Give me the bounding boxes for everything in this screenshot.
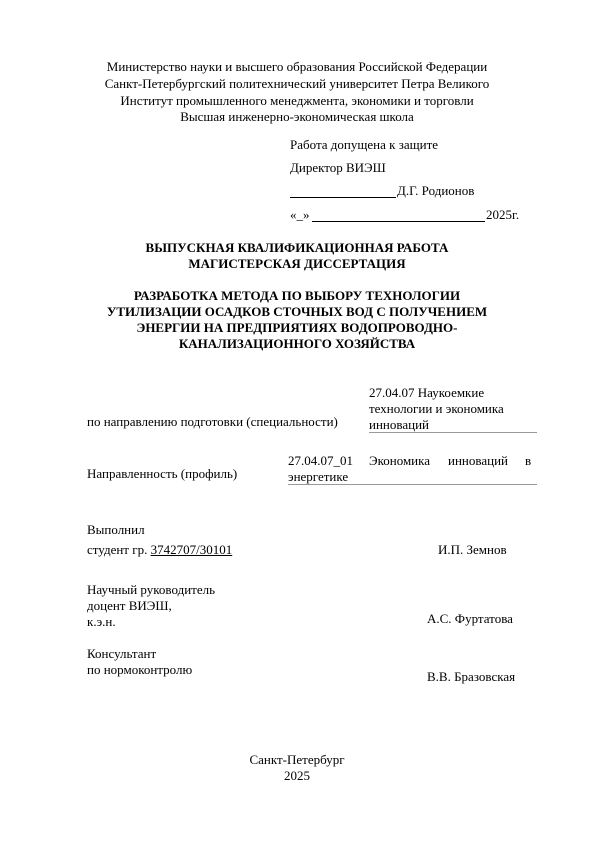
date-line xyxy=(312,221,485,222)
signature-line xyxy=(290,197,396,198)
approval-admitted: Работа допущена к защите xyxy=(290,137,439,152)
author-group: 3742707/30101 xyxy=(150,542,233,557)
direction-label: по направлению подготовки (специальности) xyxy=(87,414,338,429)
ministry-line: Министерство науки и высшего образования Российской Федерации xyxy=(106,59,488,74)
author-label-prefix: студент гр. xyxy=(87,542,151,557)
direction-value-line3: инноваций xyxy=(369,417,429,432)
topic-line4: КАНАЛИЗАЦИОННОГО ХОЗЯЙСТВА xyxy=(178,336,416,351)
direction-underline xyxy=(369,432,537,433)
approval-name: Д.Г. Родионов xyxy=(397,183,475,198)
supervisor-label3: к.э.н. xyxy=(87,614,116,629)
supervisor-label1: Научный руководитель xyxy=(87,582,216,597)
university-line: Санкт-Петербургский политехнический университет Петра Великого xyxy=(104,76,490,91)
footer-city: Санкт-Петербург xyxy=(249,752,345,767)
topic-line2: УТИЛИЗАЦИИ ОСАДКОВ СТОЧНЫХ ВОД С ПОЛУЧЕНИЕМ xyxy=(106,304,488,319)
supervisor-name: А.С. Фуртатова xyxy=(427,611,513,626)
work-type-line2: МАГИСТЕРСКАЯ ДИССЕРТАЦИЯ xyxy=(188,256,406,271)
author-name: И.П. Земнов xyxy=(438,542,507,557)
approval-position: Директор ВИЭШ xyxy=(290,160,386,175)
direction-value-line1: 27.04.07 Наукоемкие xyxy=(369,385,485,400)
consultant-name: В.В. Бразовская xyxy=(427,669,516,684)
topic-line3: ЭНЕРГИИ НА ПРЕДПРИЯТИЯХ ВОДОПРОВОДНО- xyxy=(136,320,458,335)
approval-year: 2025г. xyxy=(486,207,520,222)
profile-underline xyxy=(288,484,537,485)
consultant-label1: Консультант xyxy=(87,646,157,661)
work-type-line1: ВЫПУСКНАЯ КВАЛИФИКАЦИОННАЯ РАБОТА xyxy=(145,240,449,255)
profile-code: 27.04.07_01 xyxy=(288,453,353,468)
profile-value-word1: Экономика xyxy=(369,453,431,468)
school-line: Высшая инженерно-экономическая школа xyxy=(180,109,414,124)
supervisor-label2: доцент ВИЭШ, xyxy=(87,598,172,613)
topic-line1: РАЗРАБОТКА МЕТОДА ПО ВЫБОРУ ТЕХНОЛОГИИ xyxy=(133,288,461,303)
consultant-label2: по нормоконтролю xyxy=(87,662,193,677)
direction-value-line2: технологии и экономика xyxy=(369,401,504,416)
profile-value-word3: в xyxy=(525,453,532,468)
author-student-line xyxy=(87,542,232,558)
profile-label: Направленность (профиль) xyxy=(87,466,238,481)
approval-date-prefix: «_» xyxy=(290,207,310,222)
institute-line: Институт промышленного менеджмента, экономики и торговли xyxy=(120,93,474,108)
footer-year: 2025 xyxy=(284,768,310,783)
author-label: Выполнил xyxy=(87,522,145,537)
profile-value-line2: энергетике xyxy=(288,469,349,484)
profile-value-word2: инноваций xyxy=(448,453,508,468)
